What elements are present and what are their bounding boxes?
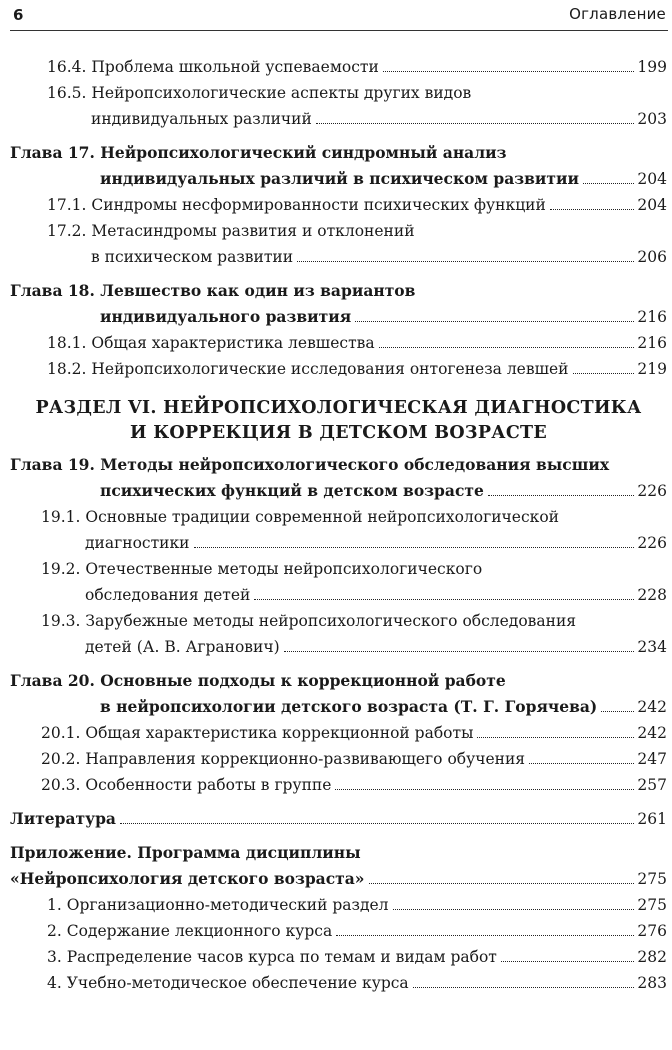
section-title-cont: детей (А. В. Агранович): [85, 638, 280, 656]
section-number: 18.1.: [47, 334, 87, 352]
appendix-title-cont: «Нейропсихология детского возраста»: [10, 869, 365, 888]
section-title: Общая характеристика коррекционной работы: [85, 724, 474, 742]
chapter-title-cont: психических функций в детском возрасте: [100, 481, 484, 500]
section-title: Направления коррекционно-развивающего обучения: [85, 750, 526, 768]
section-number: 20.1.: [41, 724, 81, 742]
dot-leader: [355, 321, 634, 322]
header-rule: [10, 30, 668, 31]
item-number: 3.: [47, 948, 62, 966]
item-title: Организационно-методический раздел: [66, 896, 389, 914]
table-of-contents: [10, 54, 667, 996]
appendix-title: Приложение. Программа дисциплины: [10, 843, 361, 862]
dot-leader: [413, 987, 635, 988]
chapter-title-cont: в нейропсихологии детского возраста (Т. Г. Горячева): [100, 697, 598, 716]
toc-literature[interactable]: [10, 806, 667, 832]
toc-appendix-item-1[interactable]: [10, 892, 667, 918]
section-number: 20.3.: [41, 776, 81, 794]
dot-leader: [297, 261, 634, 262]
page-ref: 242: [637, 724, 667, 742]
page-ref: 219: [637, 360, 667, 378]
dot-leader: [254, 599, 634, 600]
dot-leader: [583, 183, 634, 184]
section-number: 20.2.: [41, 750, 81, 768]
page-ref: 216: [637, 334, 667, 352]
section-title: Особенности работы в группе: [85, 776, 332, 794]
section-number: 16.4.: [47, 58, 87, 76]
page-ref: 242: [637, 698, 667, 716]
page-ref: 204: [637, 196, 667, 214]
page-ref: 282: [637, 948, 667, 966]
toc-chapter-19[interactable]: [10, 452, 667, 504]
page-ref: 257: [637, 776, 667, 794]
chapter-title-cont: индивидуальных различий в психическом развитии: [100, 169, 579, 188]
running-title: Оглавление: [569, 5, 666, 23]
page-ref: 206: [637, 248, 667, 266]
chapter-title: Глава 20. Основные подходы к коррекционной работе: [10, 671, 506, 690]
page-header: [10, 0, 668, 30]
toc-entry-19-3[interactable]: [10, 608, 667, 660]
toc-appendix-item-2[interactable]: [10, 918, 667, 944]
literature-title: Литература: [10, 809, 116, 828]
dot-leader: [488, 495, 635, 496]
page-ref: 204: [637, 170, 667, 188]
toc-entry-18-1[interactable]: [10, 330, 667, 356]
item-title: Содержание лекционного курса: [66, 922, 333, 940]
section-title: Основные традиции современной нейропсихологической: [85, 508, 560, 526]
toc-chapter-20[interactable]: [10, 668, 667, 720]
toc-entry-17-2[interactable]: [10, 218, 667, 270]
item-number: 4.: [47, 974, 62, 992]
dot-leader: [194, 547, 635, 548]
dot-leader: [393, 909, 635, 910]
page-ref: 283: [637, 974, 667, 992]
section-title-cont: обследования детей: [85, 586, 251, 604]
section-number: 17.1.: [47, 196, 87, 214]
item-number: 2.: [47, 922, 62, 940]
section-title: Отечественные методы нейропсихологического: [85, 560, 483, 578]
toc-entry-20-2[interactable]: [10, 746, 667, 772]
page-ref: 226: [637, 482, 667, 500]
part-heading-line1: РАЗДЕЛ VI. НЕЙРОПСИХОЛОГИЧЕСКАЯ ДИАГНОСТИКА: [35, 398, 642, 418]
dot-leader: [601, 711, 634, 712]
section-title: Синдромы несформированности психических функций: [91, 196, 546, 214]
dot-leader: [477, 737, 634, 738]
page-ref: 275: [637, 896, 667, 914]
section-number: 19.2.: [41, 560, 81, 578]
page-ref: 199: [637, 58, 667, 76]
section-title-cont: в психическом развитии: [91, 248, 294, 266]
section-number: 19.3.: [41, 612, 81, 630]
section-title-cont: индивидуальных различий: [91, 110, 312, 128]
page-ref: 228: [637, 586, 667, 604]
toc-appendix-item-4[interactable]: [10, 970, 667, 996]
part-heading-line2: И КОРРЕКЦИЯ В ДЕТСКОМ ВОЗРАСТЕ: [129, 423, 548, 443]
toc-appendix-item-3[interactable]: [10, 944, 667, 970]
dot-leader: [379, 347, 635, 348]
section-title: Нейропсихологические аспекты других видов: [91, 84, 472, 102]
page-ref: 275: [637, 870, 667, 888]
toc-entry-20-1[interactable]: [10, 720, 667, 746]
page-ref: 247: [637, 750, 667, 768]
page-ref: 234: [637, 638, 667, 656]
section-title-cont: диагностики: [85, 534, 190, 552]
section-title: Общая характеристика левшества: [91, 334, 375, 352]
section-title: Зарубежные методы нейропсихологического обследования: [85, 612, 577, 630]
dot-leader: [383, 71, 635, 72]
item-title: Учебно-методическое обеспечение курса: [66, 974, 409, 992]
toc-chapter-17[interactable]: [10, 140, 667, 192]
section-number: 16.5.: [47, 84, 87, 102]
dot-leader: [120, 823, 634, 824]
dot-leader: [501, 961, 635, 962]
page-ref: 276: [637, 922, 667, 940]
chapter-title: Глава 18. Левшество как один из вариантов: [10, 281, 416, 300]
toc-entry-19-2[interactable]: [10, 556, 667, 608]
dot-leader: [369, 883, 635, 884]
toc-entry-18-2[interactable]: [10, 356, 667, 382]
dot-leader: [529, 763, 634, 764]
dot-leader: [336, 935, 634, 936]
dot-leader: [284, 651, 635, 652]
chapter-title: Глава 19. Методы нейропсихологического обследования высших: [10, 455, 610, 474]
toc-entry-19-1[interactable]: [10, 504, 667, 556]
section-title: Метасиндромы развития и отклонений: [91, 222, 415, 240]
dot-leader: [573, 373, 635, 374]
page-ref: 226: [637, 534, 667, 552]
section-number: 19.1.: [41, 508, 81, 526]
section-title: Нейропсихологические исследования онтогенеза левшей: [91, 360, 569, 378]
page-ref: 261: [637, 810, 667, 828]
part-heading: [10, 396, 667, 446]
section-title: Проблема школьной успеваемости: [91, 58, 379, 76]
toc-entry-20-3[interactable]: [10, 772, 667, 798]
chapter-title: Глава 17. Нейропсихологический синдромный анализ: [10, 143, 507, 162]
page-ref: 216: [637, 308, 667, 326]
dot-leader: [335, 789, 634, 790]
item-number: 1.: [47, 896, 62, 914]
toc-appendix[interactable]: [10, 840, 667, 892]
chapter-title-cont: индивидуального развития: [100, 307, 352, 326]
toc-entry-16-4[interactable]: [10, 54, 667, 80]
toc-entry-16-5[interactable]: [10, 80, 667, 132]
section-number: 17.2.: [47, 222, 87, 240]
section-number: 18.2.: [47, 360, 87, 378]
item-title: Распределение часов курса по темам и видам работ: [66, 948, 497, 966]
page-ref: 203: [637, 110, 667, 128]
toc-chapter-18[interactable]: [10, 278, 667, 330]
page-number: 6: [13, 6, 24, 24]
dot-leader: [316, 123, 635, 124]
toc-entry-17-1[interactable]: [10, 192, 667, 218]
dot-leader: [550, 209, 635, 210]
